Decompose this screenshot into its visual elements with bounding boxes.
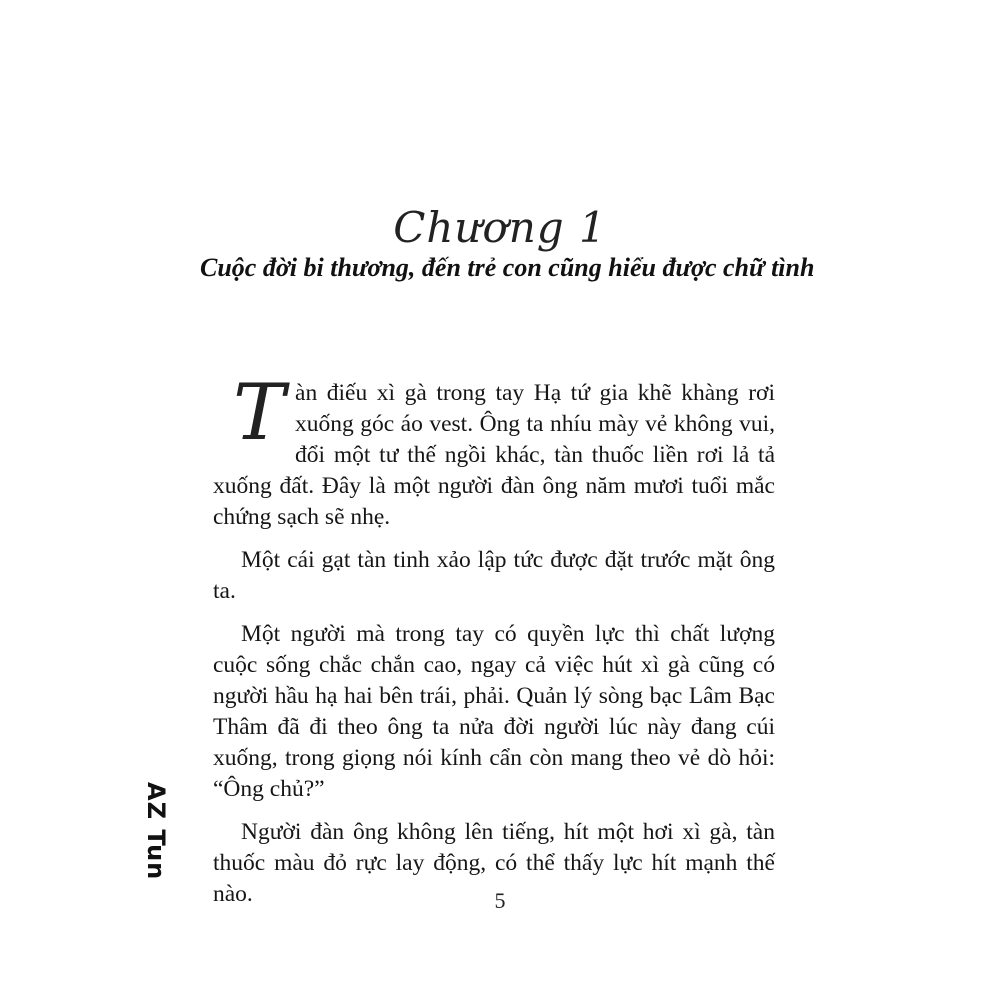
page-number: 5 [494,888,506,913]
chapter-title: Chương 1 [393,203,607,252]
paragraph-4: Người đàn ông không lên tiếng, hít một hơi xì gà, tàn thuốc màu đỏ rực lay động, có thể thấy lực hít mạnh thế nào. [213,819,775,907]
chapter-body [213,368,775,922]
chapter-subtitle: Cuộc đời bi thương, đến trẻ con cũng hiểu được chữ tình [200,253,815,282]
publisher-logo-text: AZ Tun [142,782,170,881]
paragraph-1-text: àn điếu xì gà trong tay Hạ tứ gia khẽ khàng rơi xuống góc áo vest. Ông ta nhíu mày vẻ không vui, đổi một tư thế ngồi khác, tàn thuốc liền rơi lả tả xuống đất. Đây là một người đàn ông năm mươi tuổi mắc chứng sạch sẽ nhẹ. [213,380,775,530]
paragraph-1 [213,368,775,533]
paragraph-3: Một người mà trong tay có quyền lực thì chất lượng cuộc sống chắc chắn cao, ngay cả việc hút xì gà cũng có người hầu hạ hai bên trái, phải. Quản lý sòng bạc Lâm Bạc Thâm đã đi theo ông ta nửa đời người lúc này đang cúi xuống, trong giọng nói kính cẩn còn mang theo vẻ dò hỏi: “Ông chủ?” [213,621,775,802]
paragraph-2: Một cái gạt tàn tinh xảo lập tức được đặt trước mặt ông ta. [213,547,775,604]
drop-cap: T [233,368,286,458]
publisher-logo-icon [140,782,170,881]
